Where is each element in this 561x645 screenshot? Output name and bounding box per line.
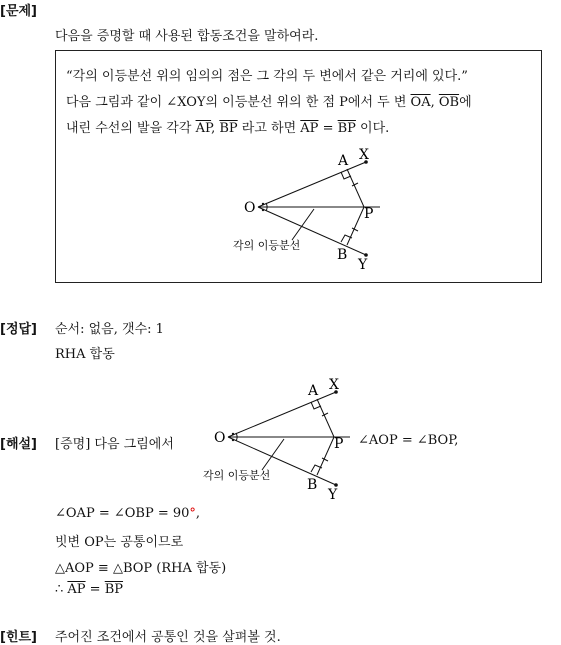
bisector-label: 각의 이등분선 <box>203 469 271 482</box>
point-y: Y <box>358 257 368 273</box>
box-line-3: 내린 수선의 발을 각각 $\overline{AP}$, $\overline{BP}$ 라고 하면 $\overline{AP} = \overline{BP}$ 이다. <box>66 121 390 136</box>
point-a: A <box>308 383 319 399</box>
perpendicular-bp <box>317 437 334 475</box>
point-a: A <box>338 153 349 169</box>
box-line-2: 다음 그림과 같이 ∠XOY의 이등분선 위의 한 점 P에서 두 변 $\overline{OA}$, $\overline{OB}$에 <box>66 95 472 110</box>
explanation-line-1: ∠OAP = ∠OBP = 90°, <box>55 506 201 521</box>
explanation-line-3: △AOP ≡ △BOP (RHA 합동) <box>55 561 227 576</box>
point-o: O <box>214 430 226 446</box>
explanation-line-4: ∴ $\overline{AP} = \overline{BP}$ <box>55 582 124 597</box>
point-x: X <box>329 377 339 393</box>
point-p: P <box>334 436 344 452</box>
point-x: X <box>359 147 369 163</box>
perpendicular-ap <box>347 169 364 207</box>
point-b: B <box>307 477 318 493</box>
bisector-label: 각의 이등분선 <box>233 239 301 252</box>
answer-label: [정답] <box>0 322 37 337</box>
hint-text: 주어진 조건에서 공통인 것을 살펴볼 것. <box>55 630 281 645</box>
explanation-label: [해설] <box>0 437 37 452</box>
hint-label: [힌트] <box>0 630 37 645</box>
ray-ox <box>228 392 336 437</box>
explanation-figure <box>200 375 360 505</box>
perpendicular-bp <box>347 207 364 245</box>
problem-figure <box>230 145 390 275</box>
ray-ox <box>258 162 366 207</box>
explanation-line-2: 빗변 OP는 공통이므로 <box>55 535 184 550</box>
problem-instruction: 다음을 증명할 때 사용된 합동조건을 말하여라. <box>55 29 319 44</box>
perpendicular-ap <box>317 399 334 437</box>
point-o: O <box>244 200 256 216</box>
segment-oa: $\overline{OA}$ <box>410 95 431 110</box>
point-b: B <box>337 247 348 263</box>
answer-line-1: 순서: 없음, 갯수: 1 <box>55 322 164 337</box>
point-p: P <box>364 206 374 222</box>
point-y: Y <box>328 487 338 503</box>
answer-line-2: RHA 합동 <box>55 347 115 362</box>
label-pointer <box>292 209 314 240</box>
box-line-1: “각의 이등분선 위의 임의의 점은 그 각의 두 변에서 같은 거리에 있다.” <box>66 69 468 84</box>
problem-label: [문제] <box>0 4 37 19</box>
label-pointer <box>262 439 284 470</box>
angle-equality: ∠AOP = ∠BOP, <box>358 433 459 448</box>
segment-ob: $\overline{OB}$ <box>438 95 460 110</box>
degree-symbol: ° <box>189 506 196 521</box>
explanation-intro: [증명] 다음 그림에서 <box>55 437 174 452</box>
